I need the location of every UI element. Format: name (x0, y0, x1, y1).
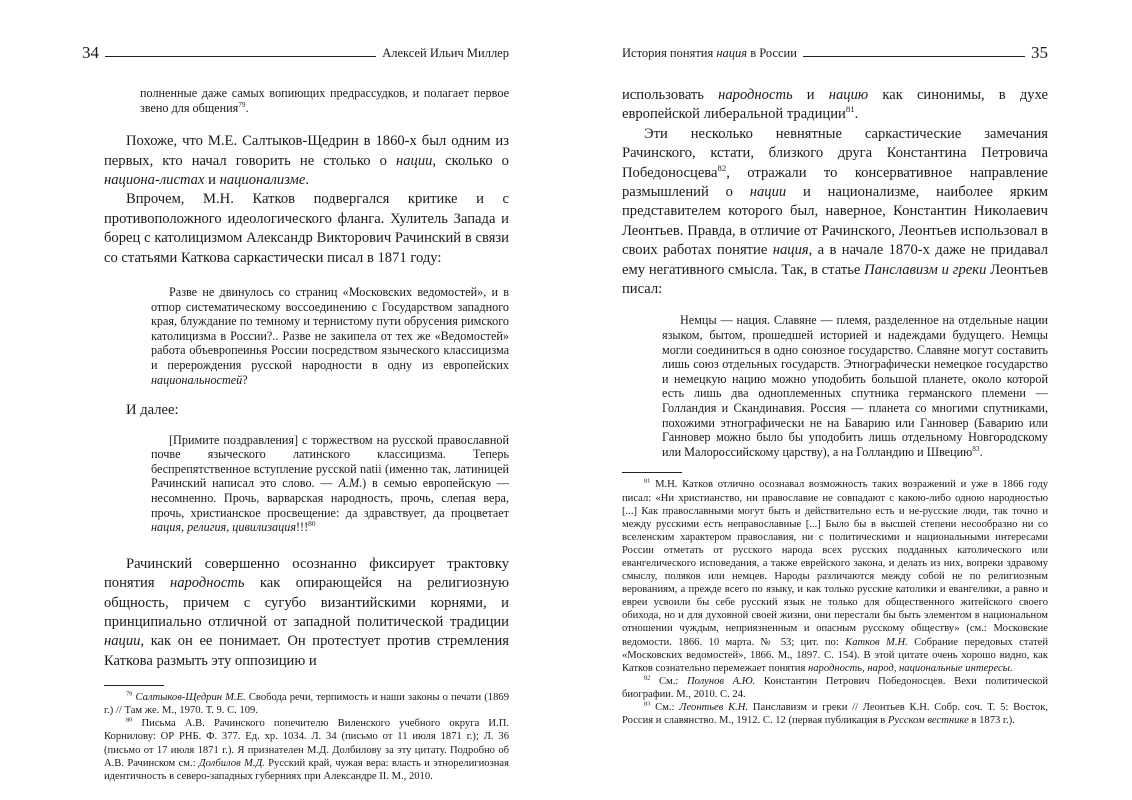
paragraph: Эти несколько невнятные саркастические замечания Рачинского, кстати, близкого друга Константина Петровича Победоносцева$^{82}$, отражали то консервативное направление размышлений о нации и национализме, наиболее ярким представителем которого был, наверное, Константин Николаевич Леонтьев. Правда, в отличие от Рачинского, Леонтьев использовал в своих работах понятие нация, а в начале 1870-х даже не придавал ему негативного смысла. Так, в статье Панславизм и греки Леонтьев писал: (622, 125, 1049, 298)
paragraph: Рачинский совершенно осознанно фиксирует трактовку понятия народность как опирающейся на религиозную общность, причем с сугубо византийскими корнями, и принципиально отличной от западной политической традиции нации, как он ее понимает. Он протестует против стремления Каткова размыть эту оппозицию и (104, 555, 509, 669)
footnote-ref[interactable]: 81 (845, 104, 855, 115)
header-rule (803, 56, 1025, 57)
footnote: $^{83}$ См.: Леонтьев К.Н. Панславизм и греки // Леонтьев К.Н. Собр. соч. Т. 5: Восток, Россия и славянство. М., 1912. С. 12 (первая публикация в Русском вестнике в 1873 г.). (622, 700, 1048, 727)
footnote-ref[interactable]: 83 (972, 443, 980, 453)
paragraph: Похоже, что М.Е. Салтыков-Щедрин в 1860-х был одним из первых, кто начал говорить не столько о нации, сколько о национа-листах и национализме. (104, 133, 509, 188)
block-quote: Разве не двинулось со страниц «Московских ведомостей», и в отпор систематическому воссоединению с Государством западного края, блуждание по темному и тернистому пути обрусения римского католицизма в России?.. Разве не закипела от тех же «Ведомостей» работа объевропеинья России посредством языческого классицизма и перерождения русской народности в одну из европейских национальностей? (151, 285, 509, 387)
right-page (566, 0, 1132, 800)
block-quote: [Примите поздравления] с торжеством на русской православной почве языческого латинского классицизма. Теперь беспрепятственное вступление русской natii (именно так, латиницей Рачинский написал это слово. — А.М.) в семью европейскую — несомненно. Прочь, варварская народность, прочь, слепая вера, прочь, христианское просвещение: да здравствует, да процветает нация, религия, цивилизация!!!$^{80}$ (151, 432, 509, 535)
left-running-header (82, 44, 509, 61)
footnote: $^{81}$ М.Н. Катков отлично осознавал возможность таких возражений и уже в 1866 году писал: «Ни христианство, ни православие не совпадают с какою-либо одною народностью [...] Как православными могут быть и действительно есть и не-русские люди, так точно и между русскими есть неправославные [...] Было бы в высшей степени несообразно ни со вселенским характером православия, ни с политическими и национальными интересами России отметать от русского народа всех русских подданных католического или евангелического исповедания, а также еврейского закона, и делать из них, вопреки здравому смыслу, поляков или немцев. Народы различаются между собой не по религиозным верованиям, а прежде всего по языку, и как только русские католики и евангелики, а равно и евреи усвоили бы себе русский язык не только для общественного житейского своего обихода, но и для духовной своей жизни, они перестали бы быть элементом в национальном отношении чуждым, неприязненным и опасным русскому обществу» (см.: Московские ведомости. 1866. 10 марта. № 53; цит. по: Катков М.Н. Собрание передовых статей «Московских ведомостей», 1866. М., 1897. С. 154). В этой цитате очень хорошо видно, как Катков сознательно перемежает понятия народность, народ, национальные интересы. (622, 477, 1049, 674)
block-quote-tail: полненные даже самых вопиющих предрассудков, и полагает первое звено для общения$^{79}$. (140, 86, 509, 115)
right-running-header (622, 44, 1048, 61)
footnote-ref[interactable]: 79 (238, 99, 246, 109)
footnote-separator (622, 472, 682, 473)
paragraph: использовать народность и нацию как синонимы, в духе европейской либеральной традиции$^{81}$. (622, 87, 1048, 123)
footnote: $^{80}$ Письма А.В. Рачинского попечителю Виленского учебного округа И.П. Корнилову: ОР РНБ. Ф. 377. Ед. хр. 1034. Л. 34 (письмо от 11 июля 1871 г.); Л. 36 (письмо от 17 июля 1871 г.). Я признателен М.Д. Долбилову за эту цитату. Подробно об А.В. Рачинском см.: Долбилов М.Д. Русский край, чужая вера: власть и этнорелигиозная идентичность в северо-западных губерниях при Александре II. М., 2010. (104, 716, 509, 782)
footnote-ref[interactable]: 80 (308, 519, 316, 529)
footnote: $^{79}$ Салтыков-Щедрин М.Е. Свобода речи, терпимость и наши законы о печати (1869 г.) // Там же. М., 1970. Т. 9. С. 109. (104, 690, 509, 717)
left-page-number: 34 (82, 43, 99, 62)
paragraph: Впрочем, М.Н. Катков подвергался критике и с противоположного идеологического фланга. Хулитель Запада и борец с католицизмом Александр Викторович Рачинский в связи со статьями Каткова саркастически писал в 1871 году: (104, 191, 509, 266)
block-quote: Немцы — нация. Славяне — племя, разделенное на отдельные нации языком, бытом, прошедшей историей и надеждами будущего. Немцы могли соединиться в одно союзное государство. Славяне могут составить лишь союз отдельных государств. Этнографически немецкое государство и немецкую нацию можно уподобить большой планете, около которой есть лишь два одноплеменных спутника германского племени — Голландия и Скандинавия. Россия — планета со многими спутниками, похожими этнографически не на Баварию или Ганновер (Баварию или Ганновер можно было бы уподобить лишь отдельному Новгородскому или Малороссийскому царству), а на Голландию и Швецию$^{83}$. (662, 313, 1048, 459)
footnote-ref[interactable]: 82 (717, 162, 727, 173)
header-rule (105, 56, 376, 57)
left-running-head: Алексей Ильич Миллер (382, 46, 509, 60)
paragraph: И далее: (126, 402, 179, 419)
left-page-body (104, 86, 509, 783)
footnote-separator (104, 685, 164, 686)
right-running-head: История понятия нация в России (622, 46, 797, 60)
footnote: $^{82}$ См.: Полунов А.Ю. Константин Петрович Победоносцев. Вехи политической биографии. М., 2010. С. 24. (622, 674, 1048, 700)
right-page-number: 35 (1031, 43, 1048, 62)
right-page-body (622, 86, 1048, 727)
